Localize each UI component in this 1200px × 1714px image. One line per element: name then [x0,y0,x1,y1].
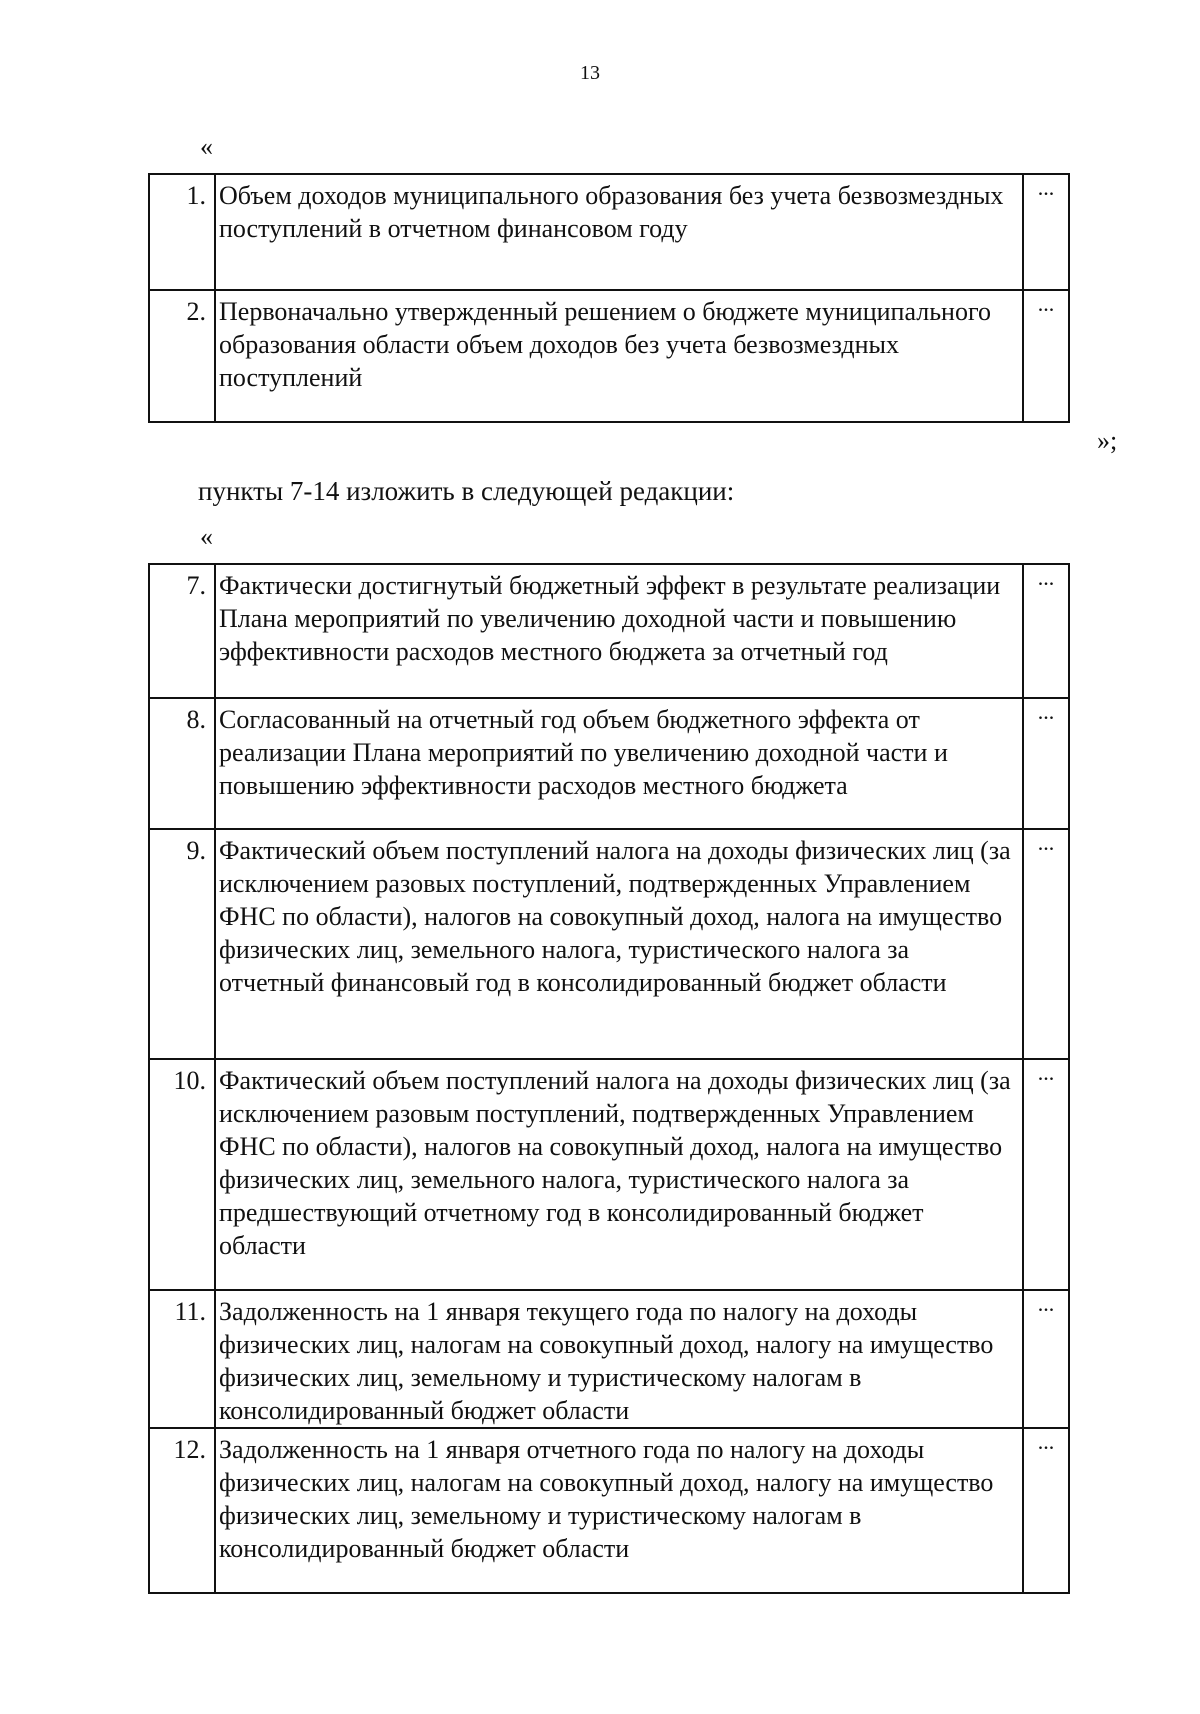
row-value: ... [1023,1428,1069,1593]
instruction-text: пункты 7-14 изложить в следующей редакции: [198,476,735,506]
row-description: Задолженность на 1 января текущего года по налогу на доходы физических лиц, налогам на совокупный доход, налогу на имущество физических лиц, земельному и туристическому налогам в консолидированный бюджет области [215,1290,1023,1428]
table-1-body [149,174,1069,422]
opening-quote: « [200,132,213,161]
row-description: Фактически достигнутый бюджетный эффект в результате реализации Плана мероприятий по увеличению доходной части и повышению эффективности расходов местного бюджета за отчетный год [215,564,1023,698]
indicators-table-2 [148,563,1070,1594]
row-number: 10. [149,1059,215,1290]
row-value: ... [1023,1059,1069,1290]
table-row [149,290,1069,422]
closing-quote: »; [1097,426,1118,455]
table-row [149,1059,1069,1290]
row-number: 2. [149,290,215,422]
row-number: 11. [149,1290,215,1428]
table-row [149,1290,1069,1428]
row-number: 8. [149,698,215,829]
row-number: 1. [149,174,215,290]
table-2-body [149,564,1069,1593]
opening-quote-2: « [200,522,213,551]
row-value: ... [1023,698,1069,829]
page-number: 13 [580,62,600,84]
table-row [149,1428,1069,1593]
row-description: Фактический объем поступлений налога на доходы физических лиц (за исключением разовым поступлений, подтвержденных Управлением ФНС по области), налогов на совокупный доход, налога на имущество физических лиц, земельного налога, туристического налога за предшествующий отчетному год в консолидированный бюджет области [215,1059,1023,1290]
row-description: Фактический объем поступлений налога на доходы физических лиц (за исключением разовых поступлений, подтвержденных Управлением ФНС по области), налогов на совокупный доход, налога на имущество физических лиц, земельного налога, туристического налога за отчетный финансовый год в консолидированный бюджет области [215,829,1023,1059]
table-row [149,564,1069,698]
row-description: Первоначально утвержденный решением о бюджете муниципального образования области объем доходов без учета безвозмездных поступлений [215,290,1023,422]
row-description: Задолженность на 1 января отчетного года по налогу на доходы физических лиц, налогам на совокупный доход, налогу на имущество физических лиц, земельному и туристическому налогам в консолидированный бюджет области [215,1428,1023,1593]
table-row [149,174,1069,290]
row-value: ... [1023,174,1069,290]
row-number: 9. [149,829,215,1059]
row-description: Согласованный на отчетный год объем бюджетного эффекта от реализации Плана мероприятий по увеличению доходной части и повышению эффективности расходов местного бюджета [215,698,1023,829]
row-value: ... [1023,564,1069,698]
row-value: ... [1023,290,1069,422]
table-row [149,829,1069,1059]
row-value: ... [1023,1290,1069,1428]
row-value: ... [1023,829,1069,1059]
table-row [149,698,1069,829]
row-description: Объем доходов муниципального образования без учета безвозмездных поступлений в отчетном финансовом году [215,174,1023,290]
row-number: 7. [149,564,215,698]
row-number: 12. [149,1428,215,1593]
indicators-table-1 [148,173,1070,423]
